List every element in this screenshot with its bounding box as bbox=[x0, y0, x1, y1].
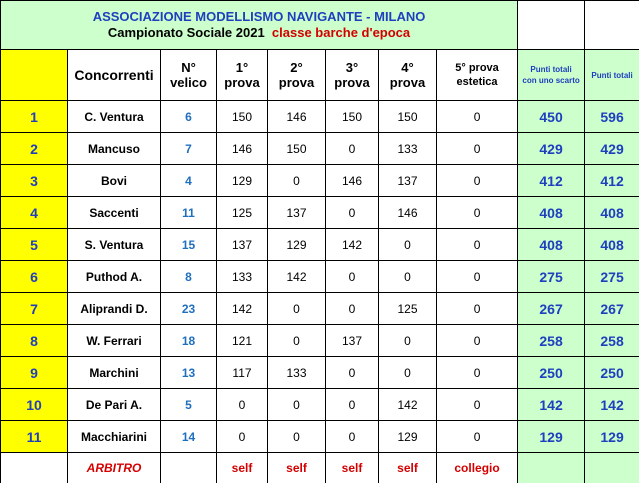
prova-5-score: 0 bbox=[437, 133, 518, 165]
prova-4-score: 125 bbox=[379, 293, 437, 325]
class-name: classe barche d'epoca bbox=[272, 25, 410, 40]
prova-1-score: 137 bbox=[217, 229, 268, 261]
total-points: 129 bbox=[585, 421, 639, 453]
prova-4-score: 142 bbox=[379, 389, 437, 421]
prova-4-score: 150 bbox=[379, 101, 437, 133]
position-cell: 1 bbox=[1, 101, 68, 133]
association-title: ASSOCIAZIONE MODELLISMO NAVIGANTE - MILANO bbox=[1, 9, 517, 25]
competitor-name: De Pari A. bbox=[68, 389, 161, 421]
prova-5-score: 0 bbox=[437, 421, 518, 453]
col-velico: N° velico bbox=[161, 50, 217, 101]
arbitro-prova-5: collegio bbox=[437, 453, 518, 483]
position-cell: 2 bbox=[1, 133, 68, 165]
total-points: 596 bbox=[585, 101, 639, 133]
col-concorrenti: Concorrenti bbox=[68, 50, 161, 101]
total-with-discard: 129 bbox=[518, 421, 585, 453]
prova-3-score: 0 bbox=[326, 421, 379, 453]
col-punti-scarto: Punti totali con uno scarto bbox=[518, 50, 585, 101]
position-cell: 6 bbox=[1, 261, 68, 293]
prova-2-score: 146 bbox=[268, 101, 326, 133]
footer-blank bbox=[161, 453, 217, 483]
sail-number: 4 bbox=[161, 165, 217, 197]
prova-2-score: 150 bbox=[268, 133, 326, 165]
sail-number: 5 bbox=[161, 389, 217, 421]
prova-5-score: 0 bbox=[437, 165, 518, 197]
prova-5-score: 0 bbox=[437, 101, 518, 133]
prova-3-score: 0 bbox=[326, 197, 379, 229]
prova-2-score: 0 bbox=[268, 293, 326, 325]
total-points: 258 bbox=[585, 325, 639, 357]
prova-1-score: 142 bbox=[217, 293, 268, 325]
sail-number: 18 bbox=[161, 325, 217, 357]
sail-number: 8 bbox=[161, 261, 217, 293]
column-header-row bbox=[1, 50, 639, 101]
table-row bbox=[1, 165, 639, 197]
table-row bbox=[1, 389, 639, 421]
position-cell: 8 bbox=[1, 325, 68, 357]
competitor-name: Saccenti bbox=[68, 197, 161, 229]
prova-2-score: 142 bbox=[268, 261, 326, 293]
arbitro-label: ARBITRO bbox=[68, 453, 161, 483]
col-prova-5: 5° prova estetica bbox=[437, 50, 518, 101]
total-with-discard: 408 bbox=[518, 197, 585, 229]
prova-3-score: 137 bbox=[326, 325, 379, 357]
prova-1-score: 129 bbox=[217, 165, 268, 197]
prova-4-score: 0 bbox=[379, 229, 437, 261]
competitor-name: Mancuso bbox=[68, 133, 161, 165]
prova-4-score: 0 bbox=[379, 357, 437, 389]
arbitro-prova-4: self bbox=[379, 453, 437, 483]
position-cell: 3 bbox=[1, 165, 68, 197]
table-row bbox=[1, 101, 639, 133]
prova-5-score: 0 bbox=[437, 357, 518, 389]
footer-row bbox=[1, 453, 639, 483]
total-points: 408 bbox=[585, 229, 639, 261]
prova-5-score: 0 bbox=[437, 293, 518, 325]
competitor-name: C. Ventura bbox=[68, 101, 161, 133]
table-row bbox=[1, 421, 639, 453]
prova-3-score: 0 bbox=[326, 389, 379, 421]
competitor-name: W. Ferrari bbox=[68, 325, 161, 357]
total-points: 142 bbox=[585, 389, 639, 421]
position-cell: 7 bbox=[1, 293, 68, 325]
prova-1-score: 117 bbox=[217, 357, 268, 389]
prova-2-score: 0 bbox=[268, 325, 326, 357]
header-blank-cell bbox=[585, 1, 639, 50]
table-row bbox=[1, 133, 639, 165]
sail-number: 6 bbox=[161, 101, 217, 133]
prova-3-score: 0 bbox=[326, 357, 379, 389]
arbitro-prova-3: self bbox=[326, 453, 379, 483]
competitor-name: Aliprandi D. bbox=[68, 293, 161, 325]
prova-3-score: 150 bbox=[326, 101, 379, 133]
prova-1-score: 121 bbox=[217, 325, 268, 357]
prova-2-score: 133 bbox=[268, 357, 326, 389]
table-row bbox=[1, 357, 639, 389]
total-with-discard: 412 bbox=[518, 165, 585, 197]
total-points: 429 bbox=[585, 133, 639, 165]
prova-1-score: 0 bbox=[217, 421, 268, 453]
table-row bbox=[1, 261, 639, 293]
col-prova-3: 3° prova bbox=[326, 50, 379, 101]
competitor-name: Macchiarini bbox=[68, 421, 161, 453]
footer-blank bbox=[585, 453, 639, 483]
sail-number: 7 bbox=[161, 133, 217, 165]
table-row bbox=[1, 229, 639, 261]
prova-2-score: 0 bbox=[268, 421, 326, 453]
table-row bbox=[1, 197, 639, 229]
prova-4-score: 146 bbox=[379, 197, 437, 229]
championship-subtitle bbox=[1, 25, 517, 41]
total-with-discard: 450 bbox=[518, 101, 585, 133]
prova-5-score: 0 bbox=[437, 325, 518, 357]
prova-2-score: 0 bbox=[268, 389, 326, 421]
footer-blank bbox=[518, 453, 585, 483]
total-with-discard: 250 bbox=[518, 357, 585, 389]
position-cell: 5 bbox=[1, 229, 68, 261]
position-cell: 4 bbox=[1, 197, 68, 229]
title-block bbox=[1, 1, 518, 50]
total-points: 267 bbox=[585, 293, 639, 325]
competitor-name: Bovi bbox=[68, 165, 161, 197]
col-prova-4: 4° prova bbox=[379, 50, 437, 101]
footer-blank bbox=[1, 453, 68, 483]
prova-5-score: 0 bbox=[437, 261, 518, 293]
position-cell: 10 bbox=[1, 389, 68, 421]
prova-3-score: 142 bbox=[326, 229, 379, 261]
total-points: 412 bbox=[585, 165, 639, 197]
position-header bbox=[1, 50, 68, 101]
arbitro-prova-2: self bbox=[268, 453, 326, 483]
total-with-discard: 267 bbox=[518, 293, 585, 325]
prova-5-score: 0 bbox=[437, 389, 518, 421]
prova-1-score: 150 bbox=[217, 101, 268, 133]
sail-number: 14 bbox=[161, 421, 217, 453]
prova-3-score: 146 bbox=[326, 165, 379, 197]
prova-2-score: 129 bbox=[268, 229, 326, 261]
prova-1-score: 125 bbox=[217, 197, 268, 229]
total-points: 408 bbox=[585, 197, 639, 229]
championship-name: Campionato Sociale 2021 bbox=[108, 25, 265, 40]
competitor-name: Marchini bbox=[68, 357, 161, 389]
prova-3-score: 0 bbox=[326, 133, 379, 165]
competitor-name: S. Ventura bbox=[68, 229, 161, 261]
total-with-discard: 258 bbox=[518, 325, 585, 357]
prova-2-score: 137 bbox=[268, 197, 326, 229]
competitor-name: Puthod A. bbox=[68, 261, 161, 293]
prova-4-score: 0 bbox=[379, 325, 437, 357]
header-blank-cell bbox=[518, 1, 585, 50]
prova-4-score: 133 bbox=[379, 133, 437, 165]
prova-1-score: 0 bbox=[217, 389, 268, 421]
total-points: 275 bbox=[585, 261, 639, 293]
position-cell: 11 bbox=[1, 421, 68, 453]
prova-4-score: 0 bbox=[379, 261, 437, 293]
prova-5-score: 0 bbox=[437, 229, 518, 261]
prova-2-score: 0 bbox=[268, 165, 326, 197]
sail-number: 11 bbox=[161, 197, 217, 229]
col-prova-1: 1° prova bbox=[217, 50, 268, 101]
col-punti-totali: Punti totali bbox=[585, 50, 639, 101]
sail-number: 13 bbox=[161, 357, 217, 389]
prova-5-score: 0 bbox=[437, 197, 518, 229]
sail-number: 15 bbox=[161, 229, 217, 261]
total-with-discard: 429 bbox=[518, 133, 585, 165]
prova-3-score: 0 bbox=[326, 293, 379, 325]
total-with-discard: 275 bbox=[518, 261, 585, 293]
table-row bbox=[1, 293, 639, 325]
position-cell: 9 bbox=[1, 357, 68, 389]
prova-3-score: 0 bbox=[326, 261, 379, 293]
table-row bbox=[1, 325, 639, 357]
prova-1-score: 146 bbox=[217, 133, 268, 165]
arbitro-prova-1: self bbox=[217, 453, 268, 483]
prova-4-score: 129 bbox=[379, 421, 437, 453]
total-with-discard: 408 bbox=[518, 229, 585, 261]
col-prova-2: 2° prova bbox=[268, 50, 326, 101]
prova-1-score: 133 bbox=[217, 261, 268, 293]
total-points: 250 bbox=[585, 357, 639, 389]
sail-number: 23 bbox=[161, 293, 217, 325]
total-with-discard: 142 bbox=[518, 389, 585, 421]
prova-4-score: 137 bbox=[379, 165, 437, 197]
